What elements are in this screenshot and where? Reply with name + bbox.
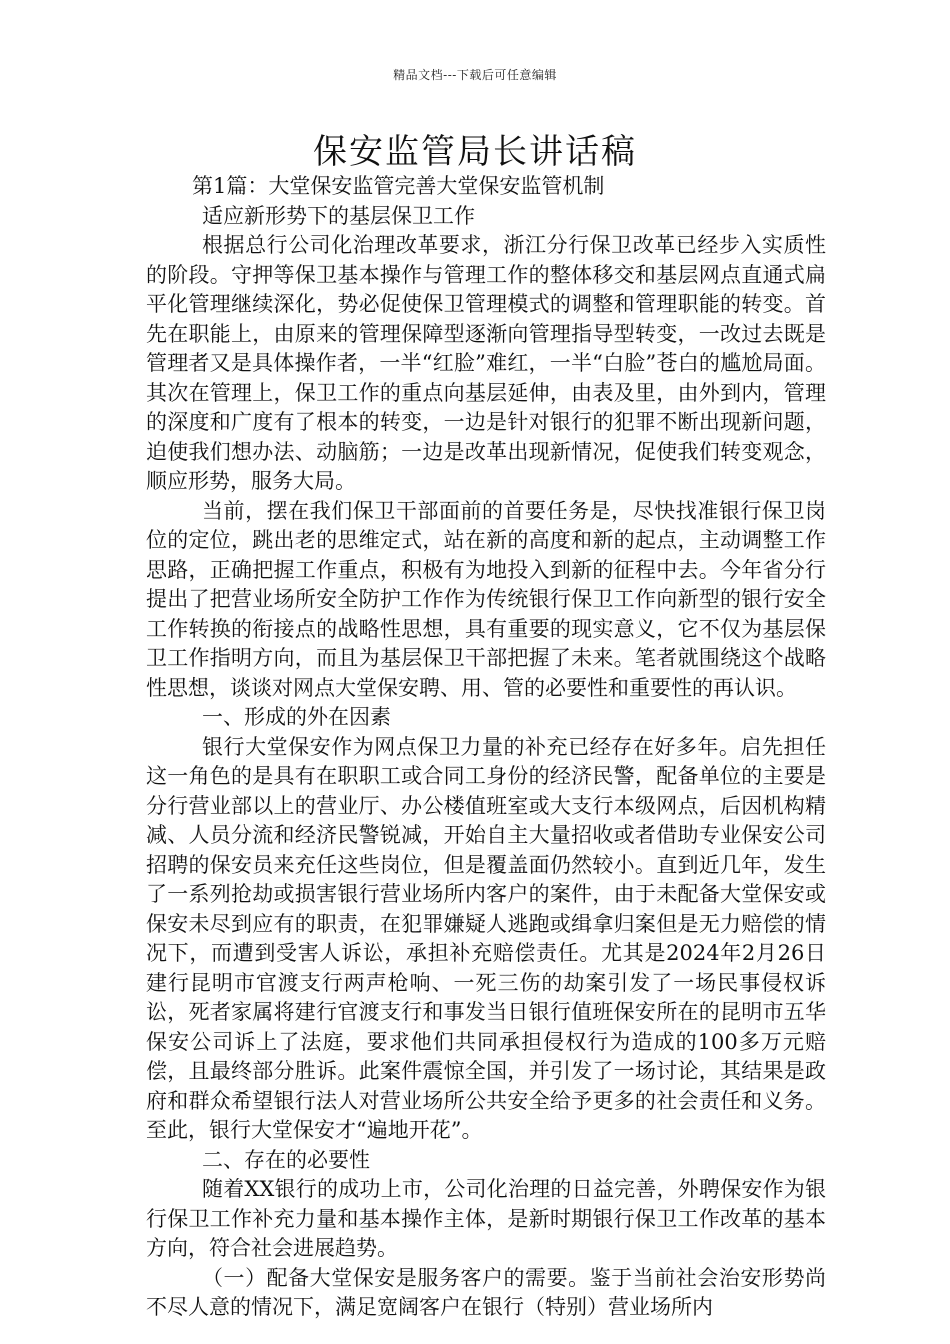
- header-note: 精品文档---下载后可任意编辑: [393, 68, 557, 82]
- paragraph-1: 根据总行公司化治理改革要求，浙江分行保卫改革已经步入实质性的阶段。守押等保卫基本操作与管理工作的整体移交和基层网点直通式扁平化管理继续深化，势必促使保卫管理模式的调整和管理职能的转变。首先在职能上，由原来的管理保障型逐渐向管理指导型转变，一改过去既是管理者又是具体操作者，一半“红脸”难红，一半“白脸”苍白的尴尬局面。其次在管理上，保卫工作的重点向基层延伸，由表及里，由外到内，管理的深度和广度有了根本的转变，一边是针对银行的犯罪不断出现新问题，迫使我们想办法、动脑筋；一边是改革出现新情况，促使我们转变观念，顺应形势，服务大局。: [146, 233, 826, 493]
- paragraph-3: 银行大堂保安作为网点保卫力量的补充已经存在好多年。启先担任这一角色的是具有在职职工或合同工身份的经济民警，配备单位的主要是分行营业部以上的营业厅、办公楼值班室或大支行本级网点，后因机构精减、人员分流和经济民警锐减，开始自主大量招收或者借助专业保安公司招聘的保安员来充任这些岗位，但是覆盖面仍然较小。直到近几年，发生了一系列抢劫或损害银行营业场所内客户的案件，由于未配备大堂保安或保安未尽到应有的职责，在犯罪嫌疑人逃跑或缉拿归案但是无力赔偿的情况下，而遭到受害人诉讼，承担补充赔偿责任。尤其是2024年2月26日建行昆明市官渡支行两声枪响、一死三伤的劫案引发了一场民事侵权诉讼，死者家属将建行官渡支行和事发当日银行值班保安所在的昆明市五华保安公司诉上了法庭，要求他们共同承担侵权行为造成的100多万元赔偿，且最终部分胜诉。此案件震惊全国，并引发了一场讨论，其结果是政府和群众希望银行法人对营业场所公共安全给予更多的社会责任和义务。至此，银行大堂保安才“遍地开花”。: [146, 734, 826, 1142]
- section-heading-1: 一、形成的外在因素: [202, 705, 391, 729]
- document-body: [146, 172, 826, 1323]
- document-title: 保安监管局长讲话稿: [313, 132, 637, 172]
- section-heading-2: 二、存在的必要性: [202, 1147, 370, 1172]
- paragraph-5: （一）配备大堂保安是服务客户的需要。鉴于当前社会治安形势尚不尽人意的情况下，满足宽阔客户在银行（特别）营业场所内: [146, 1265, 826, 1319]
- paragraph-4: 随着XX银行的成功上市，公司化治理的日益完善，外聘保安作为银行保卫工作补充力量和基本操作主体，是新时期银行保卫工作改革的基本方向，符合社会进展趋势。: [146, 1177, 826, 1260]
- chapter-heading: 第1篇：大堂保安监管完善大堂保安监管机制: [192, 174, 605, 198]
- paragraph-2: 当前，摆在我们保卫干部面前的首要任务是，尽快找准银行保卫岗位的定位，跳出老的思维定式，站在新的高度和新的起点，主动调整工作思路，正确把握工作重点，积极有为地投入到新的征程中去。今年省分行提出了把营业场所安全防护工作作为传统银行保卫工作向新型的银行安全工作转换的衔接点的战略性思想，具有重要的现实意义，它不仅为基层保卫工作指明方向，而且为基层保卫干部把握了未来。笔者就围绕这个战略性思想，谈谈对网点大堂保安聘、用、管的必要性和重要性的再认识。: [146, 498, 826, 700]
- article-heading: 适应新形势下的基层保卫工作: [202, 203, 475, 228]
